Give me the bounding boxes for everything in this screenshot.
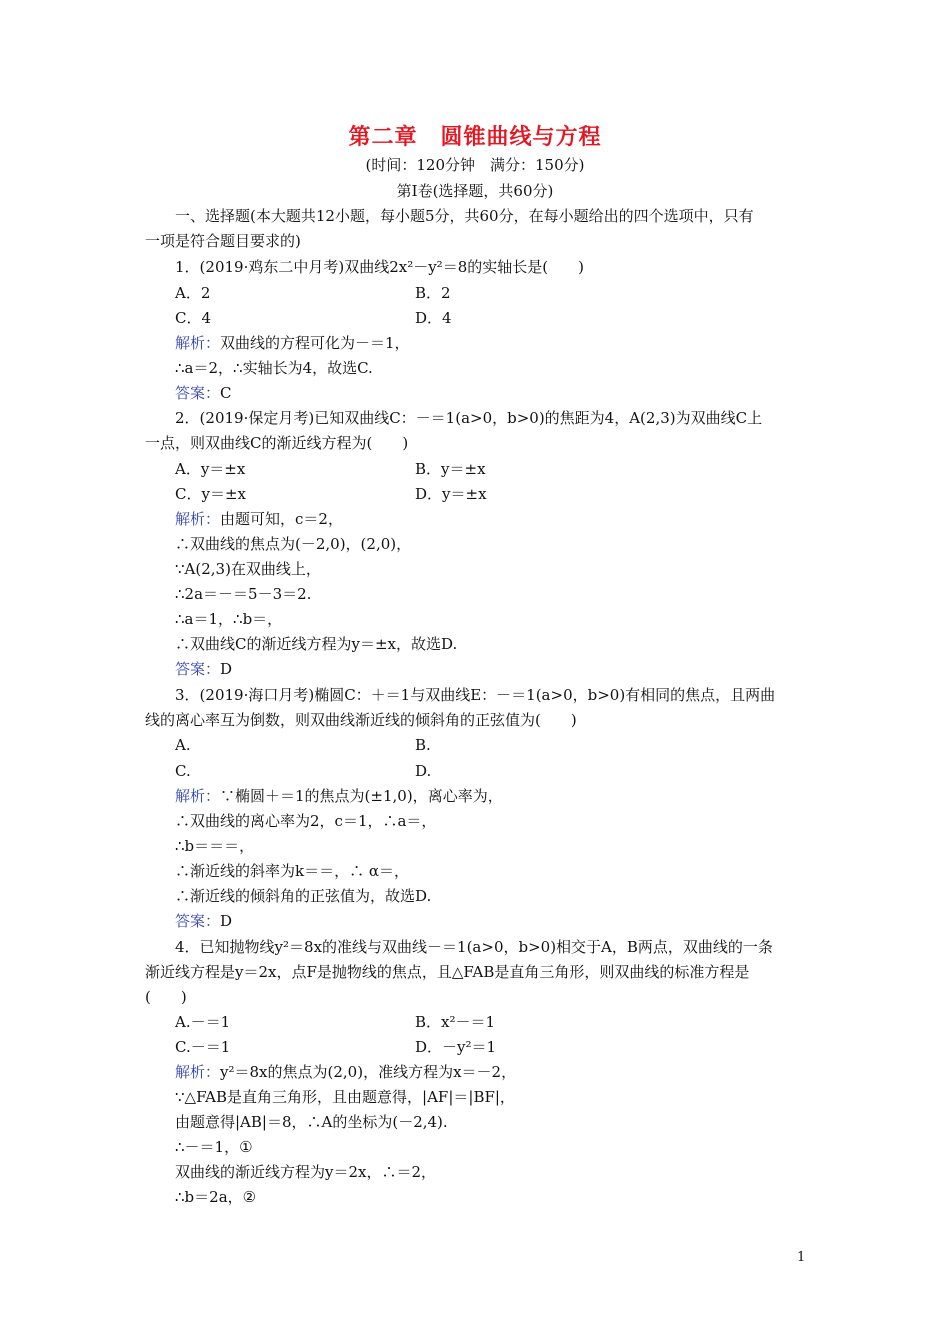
q4-solution-line-4: ∴－＝1，① [175,1138,253,1156]
intro-line-2: 一项是符合题目要求的) [145,232,301,250]
q2-solution-line-5: ∴a＝1，∴b＝， [175,610,283,628]
q1-answer: 答案：C [175,384,232,402]
q3-solution-line-5: ∴渐近线的倾斜角的正弦值为，故选D. [175,887,432,905]
q1-option-a: A．2 [175,284,211,302]
q2-solution-line-2: ∴双曲线的焦点为(－2,0)，(2,0)， [175,535,412,553]
q4-stem-line-3: ( ) [145,988,187,1006]
q1-solution-line-1: 解析：双曲线的方程可化为－＝1， [175,334,410,352]
q2-answer: 答案：D [175,660,233,678]
q2-solution-line-1: 解析：由题可知，c＝2， [175,510,343,528]
q4-option-d: D．－y²＝1 [415,1038,497,1056]
q2-option-d: D．y＝±x [415,485,487,503]
q4-option-a: A.－＝1 [175,1013,231,1031]
q4-solution-line-5: 双曲线的渐近线方程为y＝2x，∴＝2， [175,1163,437,1181]
q4-stem-line-1: 4．已知抛物线y²＝8x的准线与双曲线－＝1(a>0，b>0)相交于A，B两点，双曲线的一条 [175,938,773,956]
exam-time-info: (时间：120分钟 满分：150分) [365,156,585,174]
q2-stem-line-1: 2．(2019·保定月考)已知双曲线C：－＝1(a>0，b>0)的焦距为4，A(2,3)为双曲线C上 [175,409,763,427]
q1-solution-line-2: ∴a＝2，∴实轴长为4，故选C. [175,359,373,377]
q4-solution-line-6: ∴b＝2a，② [175,1188,257,1206]
answer-label: 答案： [175,660,221,678]
q3-option-b: B. [415,736,431,754]
answer-label: 答案： [175,384,221,402]
q4-option-c: C.－＝1 [175,1038,231,1056]
section-heading: 第Ⅰ卷(选择题，共60分) [396,182,554,200]
answer-label: 答案： [175,912,221,930]
q2-solution-line-3: ∵A(2,3)在双曲线上， [175,560,321,578]
q2-option-a: A．y＝±x [175,460,246,478]
solution-label: 解析： [175,787,221,805]
q4-solution-line-2: ∵△FAB是直角三角形，且由题意得，|AF|＝|BF|， [175,1088,515,1106]
q3-solution-line-1: 解析：∵椭圆＋＝1的焦点为(±1,0)，离心率为， [175,787,503,805]
q2-solution-line-6: ∴双曲线C的渐近线方程为y＝±x，故选D. [175,635,458,653]
q3-solution-line-3: ∴b＝＝＝， [175,837,255,855]
q3-stem-line-2: 线的离心率互为倒数，则双曲线渐近线的倾斜角的正弦值为( ) [145,711,577,729]
q2-option-c: C．y＝±x [175,485,246,503]
q1-option-b: B．2 [415,284,451,302]
q3-solution-line-4: ∴渐近线的斜率为k＝＝，∴ α＝， [175,862,409,880]
q3-answer: 答案：D [175,912,233,930]
page-number: 1 [797,1250,806,1265]
solution-label: 解析： [175,334,221,352]
q4-solution-line-3: 由题意得|AB|＝8，∴A的坐标为(－2,4). [175,1113,448,1131]
q1-option-d: D．4 [415,309,452,327]
q4-option-b: B．x²－＝1 [415,1013,496,1031]
q3-solution-line-2: ∴双曲线的离心率为2，c＝1，∴a＝， [175,812,437,830]
q3-option-d: D. [415,762,432,780]
q1-option-c: C．4 [175,309,212,327]
q2-stem-line-2: 一点，则双曲线C的渐近线方程为( ) [145,434,409,452]
q3-option-c: C. [175,762,191,780]
q1-stem: 1．(2019·鸡东二中月考)双曲线2x²－y²＝8的实轴长是( ) [175,258,584,276]
q4-solution-line-1: 解析：y²＝8x的焦点为(2,0)，准线方程为x＝－2， [175,1063,517,1081]
solution-label: 解析： [175,510,221,528]
solution-label: 解析： [175,1063,221,1081]
chapter-title: 第二章 圆锥曲线与方程 [348,124,602,150]
q2-option-b: B．y＝±x [415,460,486,478]
q2-solution-line-4: ∴2a＝－＝5－3＝2. [175,585,312,603]
q3-stem-line-1: 3．(2019·海口月考)椭圆C：＋＝1与双曲线E：－＝1(a>0，b>0)有相同的焦点，且两曲 [175,686,776,704]
q4-stem-line-2: 渐近线方程是y＝2x，点F是抛物线的焦点，且△FAB是直角三角形，则双曲线的标准方程是 [145,963,750,981]
q3-option-a: A. [175,736,191,754]
intro-line-1: 一、选择题(本大题共12小题，每小题5分，共60分，在每小题给出的四个选项中，只有 [175,207,754,225]
